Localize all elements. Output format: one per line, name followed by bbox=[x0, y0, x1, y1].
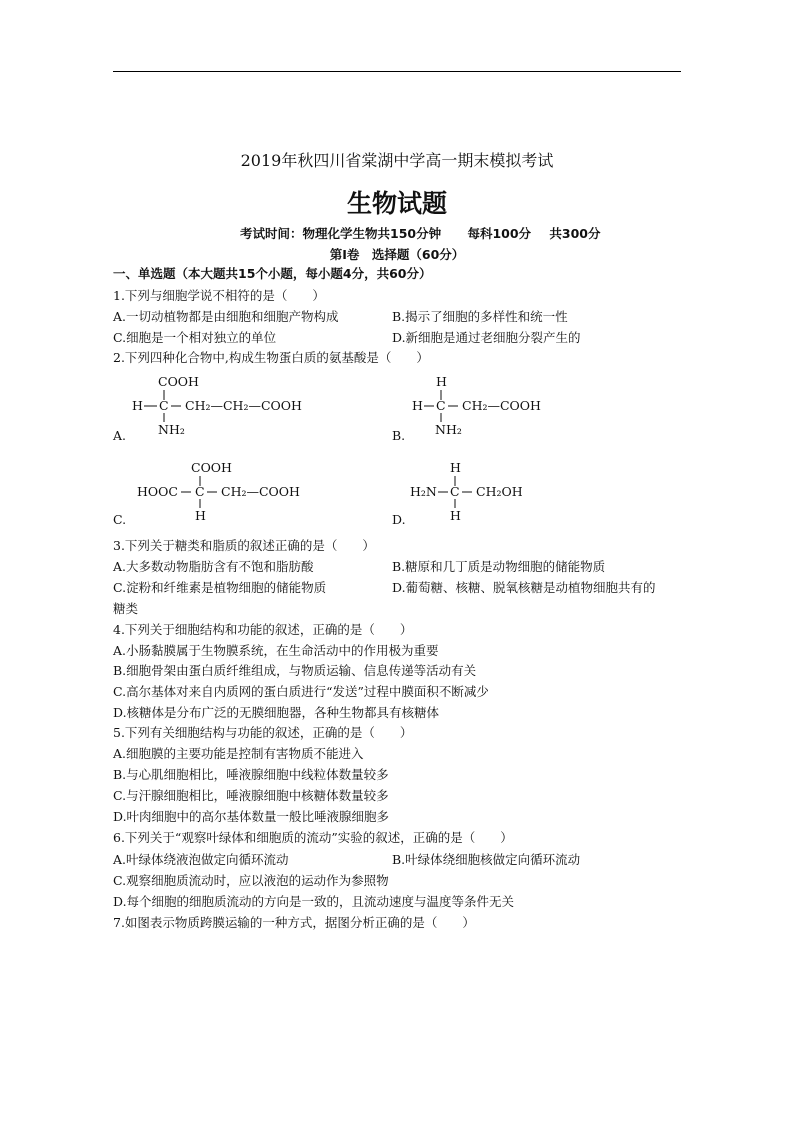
exam-meta bbox=[240, 224, 601, 242]
q7-stem: 7.如图表示物质跨膜运输的一种方式，据图分析正确的是（ ） bbox=[113, 915, 475, 930]
q1-option-c: C.细胞是一个相对独立的单位 bbox=[113, 330, 277, 345]
struct-c-top: COOH bbox=[191, 460, 232, 475]
per-subject-score: 每科100分 bbox=[467, 226, 532, 241]
struct-a-r: CH₂—CH₂—COOH bbox=[185, 398, 302, 413]
q2-stem: 2.下列四种化合物中,构成生物蛋白质的氨基酸是（ ） bbox=[113, 350, 429, 365]
q3-option-b: B.糖原和几丁质是动物细胞的储能物质 bbox=[392, 559, 606, 574]
q5-stem: 5.下列有关细胞结构与功能的叙述，正确的是（ ） bbox=[113, 725, 413, 740]
q3-option-d-cont: 糖类 bbox=[113, 601, 139, 616]
structure-b bbox=[408, 370, 588, 440]
q4-option-b: B.细胞骨架由蛋白质纤维组成，与物质运输、信息传递等活动有关 bbox=[113, 663, 477, 678]
q4-option-c: C.高尔基体对来自内质网的蛋白质进行“发送”过程中膜面积不断减少 bbox=[113, 684, 489, 699]
q6-option-a: A.叶绿体绕液泡做定向循环流动 bbox=[113, 852, 289, 867]
q2-label-c: C. bbox=[113, 512, 127, 527]
struct-a-c: C bbox=[159, 398, 169, 413]
q5-option-b: B.与心肌细胞相比，唾液腺细胞中线粒体数量较多 bbox=[113, 767, 389, 782]
q3-stem: 3.下列关于糖类和脂质的叙述正确的是（ ） bbox=[113, 538, 375, 553]
q2-label-d: D. bbox=[392, 512, 406, 527]
q6-stem: 6.下列关于“观察叶绿体和细胞质的流动”实验的叙述，正确的是（ ） bbox=[113, 830, 513, 845]
structure-d bbox=[408, 456, 558, 526]
q5-option-a: A.细胞膜的主要功能是控制有害物质不能进入 bbox=[113, 746, 364, 761]
struct-b-r: CH₂—COOH bbox=[462, 398, 541, 413]
exam-title: 2019年秋四川省棠湖中学高一期末模拟考试 bbox=[240, 151, 554, 170]
struct-a-top: COOH bbox=[158, 374, 199, 389]
q4-option-a: A.小肠黏膜属于生物膜系统，在生命活动中的作用极为重要 bbox=[113, 643, 439, 658]
q6-option-d: D.每个细胞的细胞质流动的方向是一致的，且流动速度与温度等条件无关 bbox=[113, 894, 515, 909]
section-heading: 一、单选题（本大题共15个小题，每小题4分，共60分） bbox=[113, 266, 432, 281]
struct-d-top: H bbox=[450, 460, 461, 475]
q5-option-c: C.与汗腺细胞相比，唾液腺细胞中核糖体数量较多 bbox=[113, 788, 389, 803]
struct-b-bottom: NH₂ bbox=[435, 422, 462, 437]
struct-c-bottom: H bbox=[195, 508, 206, 523]
struct-c-c: C bbox=[195, 484, 205, 499]
q4-stem: 4.下列关于细胞结构和功能的叙述，正确的是（ ） bbox=[113, 622, 413, 637]
struct-b-top: H bbox=[436, 374, 447, 389]
structure-c bbox=[133, 456, 343, 526]
struct-a-h: H bbox=[132, 398, 143, 413]
part-heading: 第Ⅰ卷 选择题（60分） bbox=[329, 247, 465, 262]
q6-option-c: C.观察细胞质流动时，应以液泡的运动作为参照物 bbox=[113, 873, 389, 888]
struct-d-r: CH₂OH bbox=[476, 484, 523, 499]
struct-d-h: H₂N bbox=[410, 484, 437, 499]
struct-a-bottom: NH₂ bbox=[158, 422, 185, 437]
struct-c-h: HOOC bbox=[137, 484, 178, 499]
struct-b-c: C bbox=[436, 398, 446, 413]
total-score: 共300分 bbox=[549, 226, 601, 241]
q3-option-d: D.葡萄糖、核糖、脱氧核糖是动植物细胞共有的 bbox=[392, 580, 656, 595]
q3-option-a: A.大多数动物脂肪含有不饱和脂肪酸 bbox=[113, 559, 314, 574]
struct-c-r: CH₂—COOH bbox=[221, 484, 300, 499]
q5-option-d: D.叶肉细胞中的高尔基体数量一般比唾液腺细胞多 bbox=[113, 809, 390, 824]
q1-option-d: D.新细胞是通过老细胞分裂产生的 bbox=[392, 330, 581, 345]
subject-title: 生物试题 bbox=[346, 189, 447, 218]
header-rule bbox=[113, 71, 681, 72]
q1-stem: 1.下列与细胞学说不相符的是（ ） bbox=[113, 288, 325, 303]
q4-option-d: D.核糖体是分布广泛的无膜细胞器，各种生物都具有核糖体 bbox=[113, 705, 440, 720]
q1-option-a: A.一切动植物都是由细胞和细胞产物构成 bbox=[113, 309, 339, 324]
struct-d-bottom: H bbox=[450, 508, 461, 523]
struct-d-c: C bbox=[450, 484, 460, 499]
struct-b-h: H bbox=[412, 398, 423, 413]
exam-time: 考试时间：物理化学生物共150分钟 bbox=[240, 226, 442, 241]
q6-option-b: B.叶绿体绕细胞核做定向循环流动 bbox=[392, 852, 581, 867]
q3-option-c: C.淀粉和纤维素是植物细胞的储能物质 bbox=[113, 580, 327, 595]
q2-label-a: A. bbox=[113, 428, 127, 443]
q1-option-b: B.揭示了细胞的多样性和统一性 bbox=[392, 309, 568, 324]
structure-a bbox=[128, 370, 328, 440]
q2-label-b: B. bbox=[392, 428, 406, 443]
